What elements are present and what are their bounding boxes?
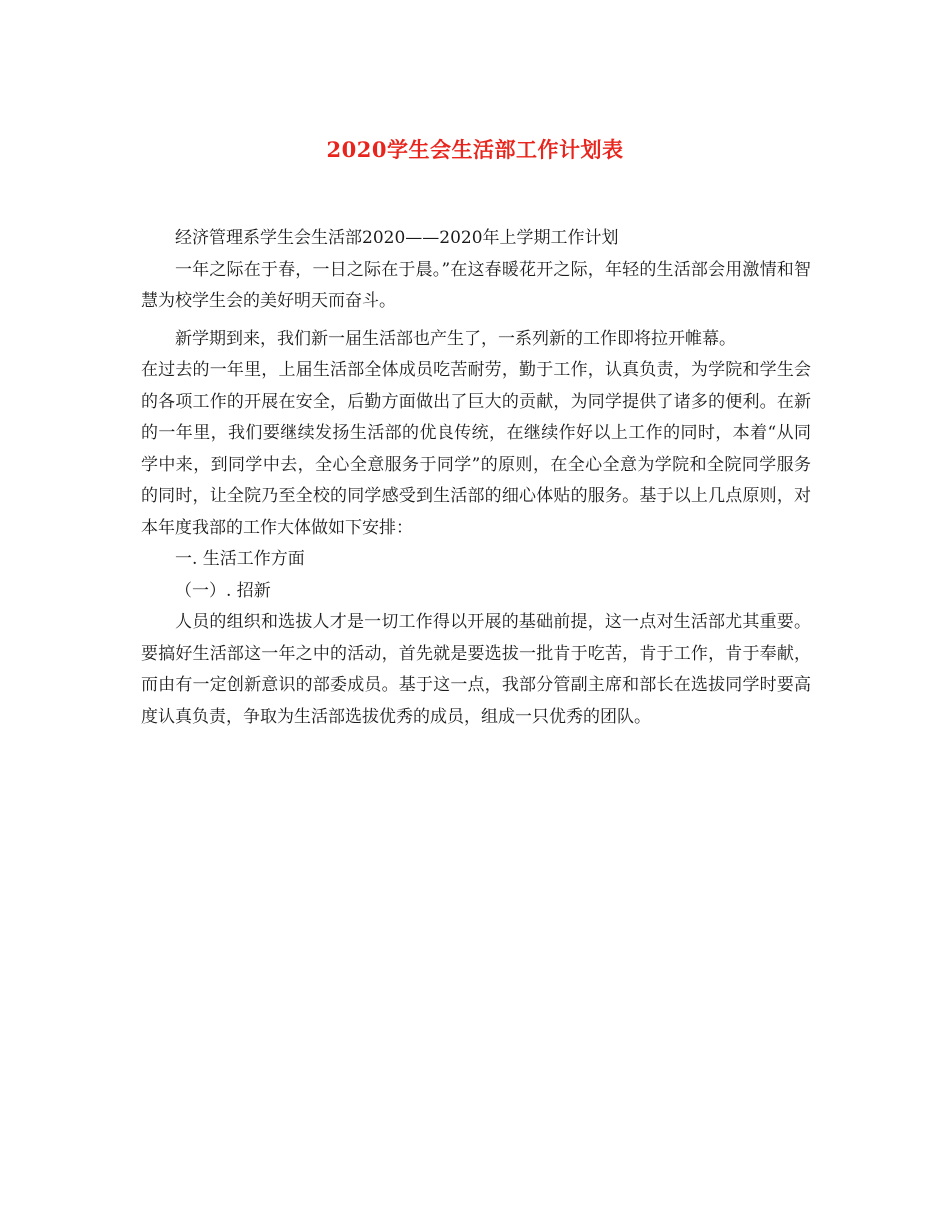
subsection-heading-recruitment: （一）. 招新 <box>175 580 271 601</box>
paragraph-recruitment: 人员的组织和选拔人才是一切工作得以开展的基础前提，这一点对生活部尤其重要。要搞好生活部这一年之中的活动，首先就是要选拔一批肯于吃苦，肯于工作，肯于奉献，而由有一定创新意识的部委成员。基于这一点，我部分管副主席和部长在选拔同学时要高度认真负责，争取为生活部选拔优秀的成员，组成一只优秀的团队。 <box>141 612 811 727</box>
paragraph-subtitle: 经济管理系学生会生活部2020——2020年上学期工作计划 <box>175 228 619 248</box>
document-body <box>141 223 811 733</box>
section-heading-life-work: 一. 生活工作方面 <box>175 549 305 569</box>
paragraph-past-year: 在过去的一年里，上届生活部全体成员吃苦耐劳，勤于工作，认真负责，为学院和学生会的各项工作的开展在安全，后勤方面做出了巨大的贡献，为同学提供了诸多的便利。在新的一年里，我们要继续发扬生活部的优良传统，在继续作好以上工作的同时，本着“从同学中来，到同学中去，全心全意服务于同学”的原则，在全心全意为学院和全院同学服务的同时，让全院乃至全校的同学感受到生活部的细心体贴的服务。基于以上几点原则，对本年度我部的工作大体做如下安排： <box>141 360 811 538</box>
document-title: 2020学生会生活部工作计划表 <box>326 137 624 162</box>
paragraph-intro: 一年之际在于春，一日之际在于晨。”在这春暖花开之际，年轻的生活部会用激情和智慧为校学生会的美好明天而奋斗。 <box>141 259 811 311</box>
paragraph-new-semester: 新学期到来，我们新一届生活部也产生了，一系列新的工作即将拉开帷幕。 <box>175 328 736 349</box>
